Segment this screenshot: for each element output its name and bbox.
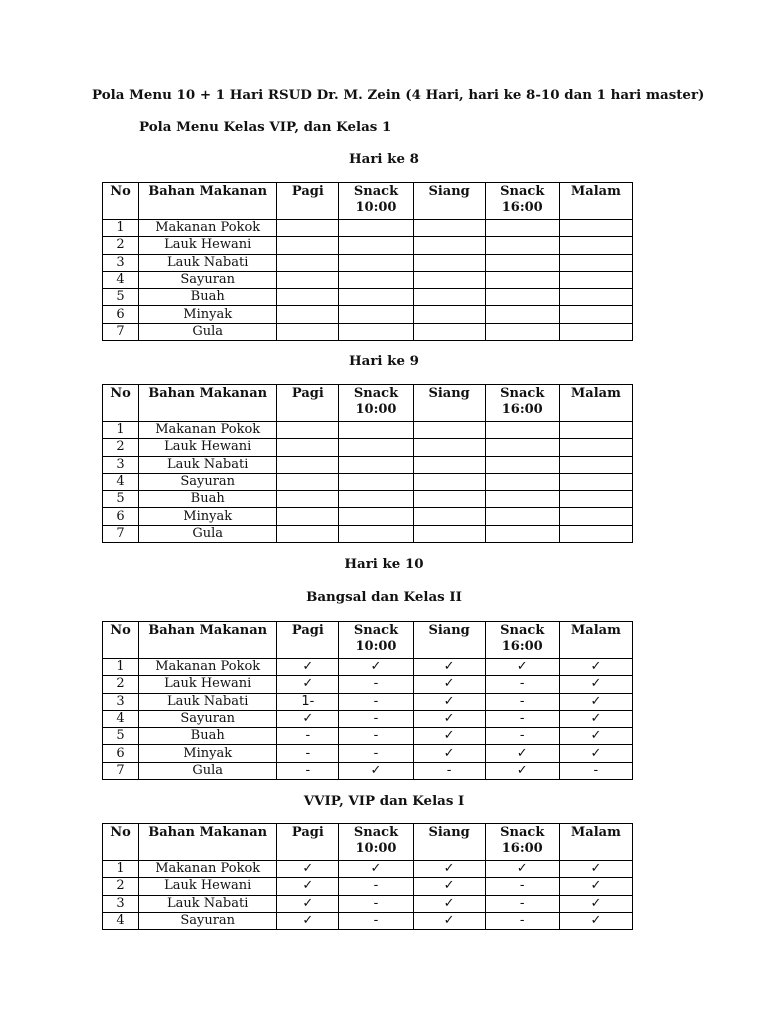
- menu-table-bangsal: [102, 621, 633, 780]
- cell-siang: ✓: [413, 878, 485, 895]
- cell-siang: [413, 289, 485, 306]
- cell-bahan-makanan: Makanan Pokok: [139, 220, 277, 237]
- menu-table-hari-8: [102, 182, 633, 341]
- cell-no: 4: [103, 912, 139, 929]
- table-header-row: [103, 183, 633, 220]
- cell-bahan-makanan: Minyak: [139, 508, 277, 525]
- cell-snack-1000: [339, 473, 413, 490]
- column-header-no: No: [103, 385, 139, 422]
- cell-malam: -: [559, 762, 632, 779]
- column-header-pagi: Pagi: [277, 183, 339, 220]
- cell-siang: [413, 525, 485, 542]
- cell-snack-1000: [339, 456, 413, 473]
- column-header-malam: Malam: [559, 622, 632, 659]
- cell-snack-1000: [339, 237, 413, 254]
- cell-bahan-makanan: Makanan Pokok: [139, 659, 277, 676]
- cell-malam: [559, 456, 632, 473]
- cell-snack-1600: ✓: [485, 762, 559, 779]
- cell-snack-1600: [485, 323, 559, 340]
- table-row: [103, 491, 633, 508]
- table-row: [103, 745, 633, 762]
- table-row: [103, 289, 633, 306]
- cell-malam: ✓: [559, 676, 632, 693]
- cell-malam: [559, 525, 632, 542]
- cell-no: 4: [103, 271, 139, 288]
- cell-snack-1000: [339, 254, 413, 271]
- cell-malam: [559, 289, 632, 306]
- cell-malam: ✓: [559, 659, 632, 676]
- cell-pagi: [277, 323, 339, 340]
- cell-snack-1000: ✓: [339, 659, 413, 676]
- table-row: [103, 762, 633, 779]
- cell-no: 3: [103, 895, 139, 912]
- table-row: [103, 271, 633, 288]
- table-header-row: [103, 824, 633, 861]
- table-header-row: [103, 385, 633, 422]
- column-header-bahan-makanan: Bahan Makanan: [139, 385, 277, 422]
- cell-bahan-makanan: Gula: [139, 762, 277, 779]
- cell-bahan-makanan: Makanan Pokok: [139, 422, 277, 439]
- cell-siang: ✓: [413, 676, 485, 693]
- cell-snack-1600: ✓: [485, 861, 559, 878]
- cell-malam: ✓: [559, 878, 632, 895]
- cell-siang: [413, 220, 485, 237]
- cell-pagi: [277, 237, 339, 254]
- cell-no: 5: [103, 491, 139, 508]
- cell-no: 3: [103, 254, 139, 271]
- table-row: [103, 508, 633, 525]
- cell-siang: ✓: [413, 728, 485, 745]
- cell-snack-1000: -: [339, 912, 413, 929]
- cell-snack-1000: -: [339, 676, 413, 693]
- cell-siang: ✓: [413, 895, 485, 912]
- cell-bahan-makanan: Buah: [139, 289, 277, 306]
- table-row: [103, 220, 633, 237]
- column-header-pagi: Pagi: [277, 824, 339, 861]
- cell-pagi: [277, 422, 339, 439]
- cell-pagi: ✓: [277, 895, 339, 912]
- table-header-row: [103, 622, 633, 659]
- cell-snack-1000: [339, 525, 413, 542]
- cell-snack-1600: -: [485, 693, 559, 710]
- column-header-pagi: Pagi: [277, 385, 339, 422]
- column-header-malam: Malam: [559, 824, 632, 861]
- cell-pagi: ✓: [277, 710, 339, 727]
- table-row: [103, 728, 633, 745]
- cell-no: 7: [103, 323, 139, 340]
- column-header-no: No: [103, 183, 139, 220]
- cell-snack-1000: [339, 289, 413, 306]
- table-row: [103, 306, 633, 323]
- menu-table-vvip: [102, 823, 633, 930]
- cell-no: 3: [103, 456, 139, 473]
- cell-pagi: [277, 439, 339, 456]
- cell-no: 1: [103, 220, 139, 237]
- cell-no: 5: [103, 289, 139, 306]
- cell-pagi: ✓: [277, 659, 339, 676]
- cell-siang: [413, 456, 485, 473]
- cell-no: 2: [103, 439, 139, 456]
- cell-bahan-makanan: Gula: [139, 525, 277, 542]
- cell-bahan-makanan: Gula: [139, 323, 277, 340]
- cell-malam: [559, 491, 632, 508]
- column-header-snack-1000: Snack 10:00: [339, 385, 413, 422]
- cell-snack-1000: [339, 271, 413, 288]
- cell-snack-1600: -: [485, 912, 559, 929]
- cell-bahan-makanan: Lauk Hewani: [139, 878, 277, 895]
- cell-snack-1000: [339, 439, 413, 456]
- column-header-snack-1000: Snack 10:00: [339, 824, 413, 861]
- cell-siang: ✓: [413, 710, 485, 727]
- cell-bahan-makanan: Lauk Hewani: [139, 439, 277, 456]
- table-row: [103, 693, 633, 710]
- cell-malam: [559, 237, 632, 254]
- cell-snack-1000: -: [339, 710, 413, 727]
- cell-pagi: [277, 220, 339, 237]
- cell-snack-1600: -: [485, 878, 559, 895]
- cell-snack-1600: ✓: [485, 745, 559, 762]
- document-title: Pola Menu 10 + 1 Hari RSUD Dr. M. Zein (4 Hari, hari ke 8-10 dan 1 hari master): [92, 87, 705, 103]
- cell-no: 6: [103, 508, 139, 525]
- cell-bahan-makanan: Lauk Nabati: [139, 895, 277, 912]
- column-header-snack-1000: Snack 10:00: [339, 183, 413, 220]
- cell-siang: ✓: [413, 693, 485, 710]
- cell-pagi: ✓: [277, 676, 339, 693]
- cell-no: 4: [103, 473, 139, 490]
- cell-malam: ✓: [559, 728, 632, 745]
- cell-malam: [559, 473, 632, 490]
- cell-snack-1600: -: [485, 728, 559, 745]
- cell-snack-1600: [485, 508, 559, 525]
- cell-bahan-makanan: Lauk Nabati: [139, 254, 277, 271]
- table-row: [103, 861, 633, 878]
- cell-snack-1600: [485, 289, 559, 306]
- cell-malam: [559, 254, 632, 271]
- cell-snack-1600: [485, 306, 559, 323]
- table-row: [103, 710, 633, 727]
- cell-snack-1600: ✓: [485, 659, 559, 676]
- cell-bahan-makanan: Sayuran: [139, 912, 277, 929]
- cell-snack-1600: [485, 271, 559, 288]
- cell-pagi: ✓: [277, 878, 339, 895]
- column-header-bahan-makanan: Bahan Makanan: [139, 183, 277, 220]
- cell-pagi: ✓: [277, 861, 339, 878]
- table-row: [103, 439, 633, 456]
- cell-bahan-makanan: Sayuran: [139, 710, 277, 727]
- cell-snack-1000: -: [339, 878, 413, 895]
- cell-snack-1000: [339, 306, 413, 323]
- cell-siang: ✓: [413, 861, 485, 878]
- cell-snack-1600: -: [485, 676, 559, 693]
- column-header-no: No: [103, 824, 139, 861]
- cell-malam: [559, 422, 632, 439]
- column-header-snack-1600: Snack 16:00: [485, 385, 559, 422]
- cell-bahan-makanan: Sayuran: [139, 473, 277, 490]
- cell-malam: [559, 220, 632, 237]
- section-title-hari-9: Hari ke 9: [349, 353, 419, 369]
- cell-snack-1000: -: [339, 728, 413, 745]
- cell-bahan-makanan: Minyak: [139, 745, 277, 762]
- cell-pagi: [277, 289, 339, 306]
- section-title-hari-10: Hari ke 10: [344, 556, 424, 572]
- cell-snack-1000: ✓: [339, 861, 413, 878]
- cell-no: 3: [103, 693, 139, 710]
- cell-pagi: ✓: [277, 912, 339, 929]
- column-header-bahan-makanan: Bahan Makanan: [139, 824, 277, 861]
- document-subtitle: Pola Menu Kelas VIP, dan Kelas 1: [139, 119, 392, 135]
- cell-bahan-makanan: Sayuran: [139, 271, 277, 288]
- cell-bahan-makanan: Lauk Hewani: [139, 676, 277, 693]
- table-row: [103, 323, 633, 340]
- cell-snack-1600: [485, 254, 559, 271]
- cell-malam: ✓: [559, 710, 632, 727]
- column-header-snack-1600: Snack 16:00: [485, 824, 559, 861]
- cell-siang: [413, 422, 485, 439]
- cell-pagi: 1-: [277, 693, 339, 710]
- cell-pagi: [277, 306, 339, 323]
- table-row: [103, 237, 633, 254]
- cell-snack-1000: -: [339, 895, 413, 912]
- cell-bahan-makanan: Lauk Nabati: [139, 693, 277, 710]
- cell-no: 6: [103, 306, 139, 323]
- cell-siang: [413, 323, 485, 340]
- column-header-no: No: [103, 622, 139, 659]
- cell-no: 7: [103, 525, 139, 542]
- cell-pagi: [277, 456, 339, 473]
- cell-malam: [559, 306, 632, 323]
- cell-malam: ✓: [559, 861, 632, 878]
- cell-snack-1600: [485, 220, 559, 237]
- cell-no: 5: [103, 728, 139, 745]
- cell-no: 2: [103, 676, 139, 693]
- cell-bahan-makanan: Lauk Hewani: [139, 237, 277, 254]
- table-row: [103, 456, 633, 473]
- table-row: [103, 912, 633, 929]
- cell-snack-1600: [485, 525, 559, 542]
- table-row: [103, 878, 633, 895]
- cell-no: 1: [103, 659, 139, 676]
- cell-snack-1600: [485, 456, 559, 473]
- cell-pagi: [277, 491, 339, 508]
- column-header-bahan-makanan: Bahan Makanan: [139, 622, 277, 659]
- cell-bahan-makanan: Lauk Nabati: [139, 456, 277, 473]
- column-header-siang: Siang: [413, 385, 485, 422]
- table-row: [103, 254, 633, 271]
- cell-snack-1600: -: [485, 895, 559, 912]
- cell-pagi: [277, 473, 339, 490]
- cell-snack-1600: [485, 491, 559, 508]
- cell-pagi: [277, 271, 339, 288]
- table-row: [103, 473, 633, 490]
- cell-malam: [559, 271, 632, 288]
- column-header-malam: Malam: [559, 183, 632, 220]
- cell-siang: ✓: [413, 912, 485, 929]
- table-row: [103, 676, 633, 693]
- cell-siang: ✓: [413, 659, 485, 676]
- cell-pagi: [277, 254, 339, 271]
- cell-bahan-makanan: Makanan Pokok: [139, 861, 277, 878]
- table-row: [103, 895, 633, 912]
- cell-snack-1600: -: [485, 710, 559, 727]
- cell-pagi: -: [277, 762, 339, 779]
- cell-no: 1: [103, 861, 139, 878]
- menu-table-hari-9: [102, 384, 633, 543]
- cell-malam: [559, 323, 632, 340]
- cell-siang: [413, 473, 485, 490]
- cell-snack-1000: [339, 422, 413, 439]
- cell-siang: [413, 254, 485, 271]
- cell-snack-1000: [339, 508, 413, 525]
- cell-snack-1600: [485, 422, 559, 439]
- cell-malam: ✓: [559, 895, 632, 912]
- cell-siang: ✓: [413, 745, 485, 762]
- cell-snack-1600: [485, 439, 559, 456]
- cell-no: 7: [103, 762, 139, 779]
- cell-pagi: [277, 525, 339, 542]
- cell-no: 4: [103, 710, 139, 727]
- cell-no: 6: [103, 745, 139, 762]
- cell-snack-1000: -: [339, 745, 413, 762]
- column-header-snack-1600: Snack 16:00: [485, 622, 559, 659]
- section-title-hari-8: Hari ke 8: [349, 151, 419, 167]
- column-header-siang: Siang: [413, 183, 485, 220]
- cell-snack-1000: ✓: [339, 762, 413, 779]
- cell-malam: ✓: [559, 745, 632, 762]
- cell-no: 1: [103, 422, 139, 439]
- cell-malam: ✓: [559, 912, 632, 929]
- cell-snack-1000: [339, 220, 413, 237]
- column-header-siang: Siang: [413, 824, 485, 861]
- cell-siang: [413, 237, 485, 254]
- cell-snack-1000: [339, 323, 413, 340]
- cell-snack-1000: -: [339, 693, 413, 710]
- cell-malam: [559, 508, 632, 525]
- cell-pagi: [277, 508, 339, 525]
- cell-siang: [413, 508, 485, 525]
- cell-pagi: -: [277, 745, 339, 762]
- cell-siang: [413, 491, 485, 508]
- section-title-vvip: VVIP, VIP dan Kelas I: [303, 793, 465, 809]
- cell-siang: [413, 306, 485, 323]
- cell-no: 2: [103, 237, 139, 254]
- cell-bahan-makanan: Minyak: [139, 306, 277, 323]
- column-header-siang: Siang: [413, 622, 485, 659]
- cell-siang: [413, 439, 485, 456]
- cell-malam: ✓: [559, 693, 632, 710]
- column-header-snack-1000: Snack 10:00: [339, 622, 413, 659]
- column-header-pagi: Pagi: [277, 622, 339, 659]
- section-subtitle-bangsal: Bangsal dan Kelas II: [306, 589, 462, 605]
- table-row: [103, 422, 633, 439]
- cell-snack-1000: [339, 491, 413, 508]
- cell-snack-1600: [485, 473, 559, 490]
- table-row: [103, 525, 633, 542]
- column-header-snack-1600: Snack 16:00: [485, 183, 559, 220]
- cell-siang: [413, 271, 485, 288]
- table-row: [103, 659, 633, 676]
- cell-malam: [559, 439, 632, 456]
- cell-snack-1600: [485, 237, 559, 254]
- cell-siang: -: [413, 762, 485, 779]
- cell-pagi: -: [277, 728, 339, 745]
- cell-bahan-makanan: Buah: [139, 491, 277, 508]
- cell-no: 2: [103, 878, 139, 895]
- column-header-malam: Malam: [559, 385, 632, 422]
- cell-bahan-makanan: Buah: [139, 728, 277, 745]
